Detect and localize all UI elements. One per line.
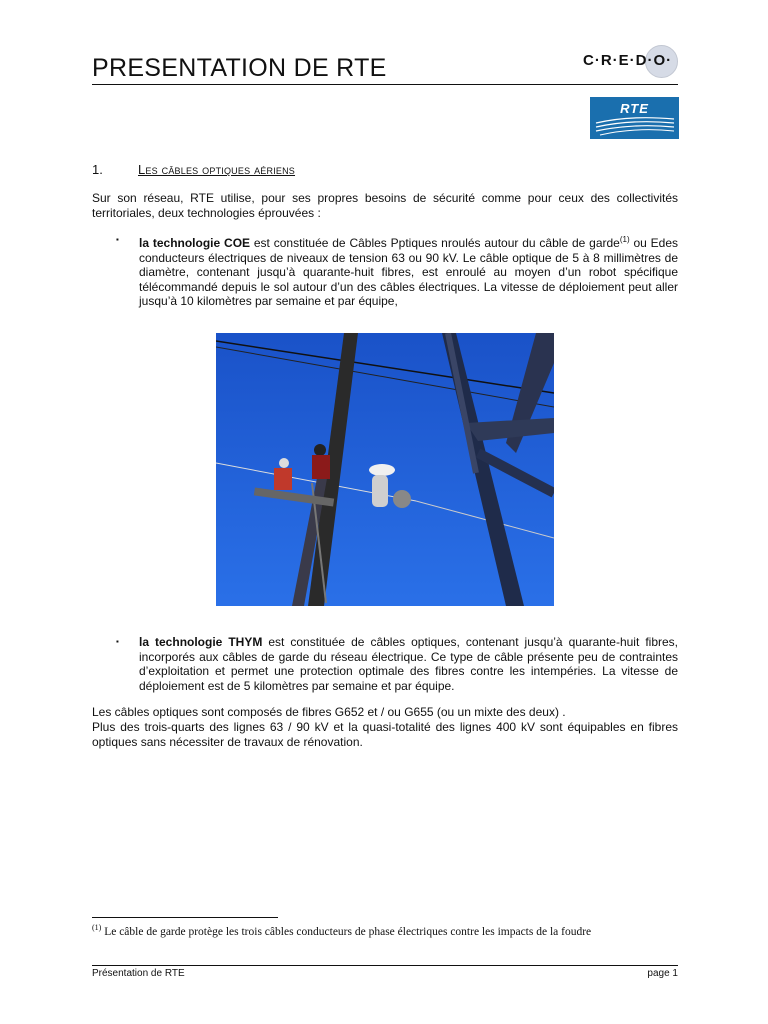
bullet-coe-title: la technologie COE: [139, 236, 251, 250]
section-number: 1.: [92, 162, 103, 177]
footnote-text: Le câble de garde protège les trois câbles conducteurs de phase électriques contre les impacts de la foudre: [101, 925, 592, 938]
footer-title: Présentation de RTE: [92, 968, 185, 979]
rte-logo-waves: [590, 97, 679, 139]
pylon-photo: [216, 333, 554, 606]
rte-logo: [590, 97, 679, 139]
page-number: page 1: [647, 968, 678, 979]
section-heading: [92, 162, 295, 177]
bullet-thym-title: la technologie THYM: [139, 635, 263, 649]
header-rule: [92, 84, 678, 85]
bullet-thym-text: est constituée de câbles optiques, contenant jusqu’à quarante-huit fibres, incorporés aux câbles de garde du réseau électrique. Ce type de câble présente peu de contraintes d’exploitation et permet une protection optimale des fibres contre les intempéries. La vitesse de déploiement est de 5 kilomètres par semaine et par équipe.: [139, 635, 678, 693]
footnote-ref: (1): [619, 235, 630, 244]
bullet-square-icon: ▪: [116, 235, 119, 244]
bullet-coe-text: est constituée de Câbles Pptiques nroulés autour du câble de garde: [250, 236, 620, 250]
page-title: PRESENTATION DE RTE: [92, 54, 387, 82]
footnote-mark: (1): [92, 923, 102, 932]
bullet-coe-text-cont: ou Edes conducteurs électriques de niveaux de tension 63 ou 90 kV. Le câble optique de 5 à 8 millimètres de diamètre, contenant jusqu’à quarante-huit fibres, est enroulé au moyen d’un robot spécifique télécommandé depuis le sol autour d’un des câbles électriques. La vitesse de déploiement peut aller jusqu’à 10 kilomètres par semaine et par équipe,: [139, 236, 679, 308]
bullet-square-icon: ▪: [116, 637, 119, 646]
closing-line-2: Plus des trois-quarts des lignes 63 / 90 kV et la quasi-totalité des lignes 400 kV sont équipables en fibres optiques sans nécessiter de travaux de rénovation.: [92, 720, 678, 749]
section-title: Les câbles optiques aériens: [138, 162, 296, 177]
footnote-rule: [92, 917, 278, 918]
intro-paragraph: Sur son réseau, RTE utilise, pour ses propres besoins de sécurité comme pour ceux des collectivités territoriales, deux technologies éprouvées :: [92, 191, 678, 220]
footer-rule: [92, 965, 678, 966]
credo-logo-text: C·R·E·D·O·: [583, 52, 673, 69]
bullet-thym: [92, 635, 678, 693]
bullet-coe: [92, 233, 678, 309]
footnote: [92, 923, 591, 938]
rte-logo-text: RTE: [620, 101, 649, 116]
credo-logo: [583, 44, 679, 78]
closing-line-1: Les câbles optiques sont composés de fibres G652 et / ou G655 (ou un mixte des deux) .: [92, 705, 566, 719]
